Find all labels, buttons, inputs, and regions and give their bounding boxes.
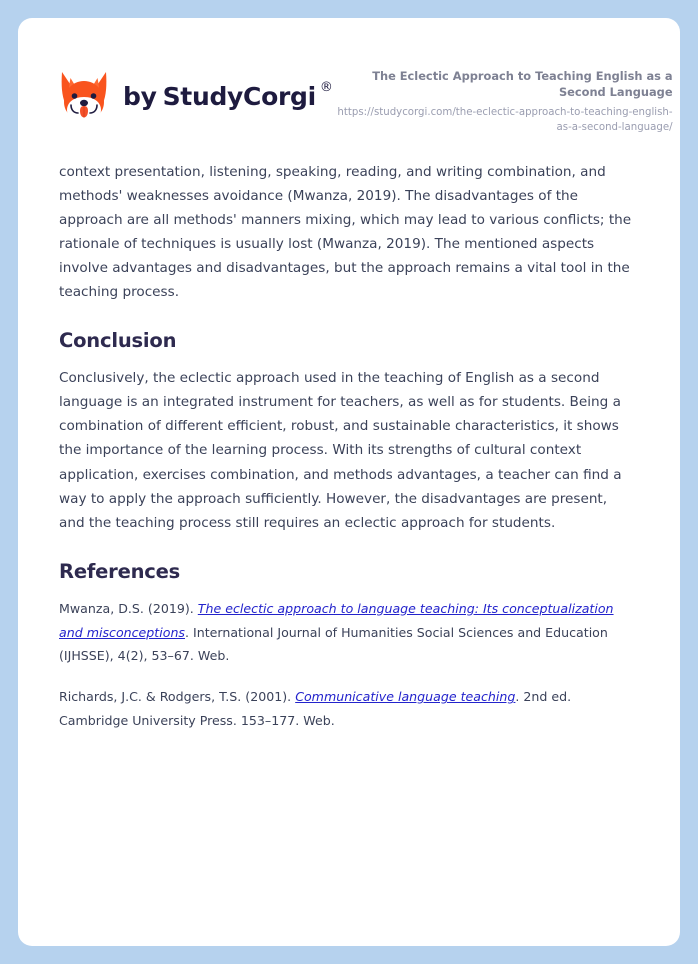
reference-link[interactable]: Communicative language teaching xyxy=(295,689,516,705)
references-heading: References xyxy=(59,559,181,583)
reference-prefix: Mwanza, D.S. (2019). xyxy=(59,600,198,616)
document-page-card xyxy=(18,18,680,946)
conclusion-paragraph: Conclusively, the eclectic approach used in the teaching of English as a second language is an integrated instrument for teachers, as well as for students. Being a combination of different efficient, robust, and sustainable characteristics, it shows the importance of the learning process. With its strengths of cultural context application, exercises combination, and methods advantages, a teacher can find a way to apply the approach sufficiently. However, the disadvantages are present, and the teaching process still requires an eclectic approach for students. xyxy=(59,370,622,531)
corgi-face-icon xyxy=(59,70,109,122)
reference-link[interactable]: The eclectic approach to language teaching: Its conceptualization and misconceptions xyxy=(59,600,614,640)
conclusion-heading: Conclusion xyxy=(59,329,177,353)
reference-suffix: . International Journal of Humanities Social Sciences and Education (IJHSSE), 4(2), 53–67. Web. xyxy=(59,624,608,664)
document-title: The Eclectic Approach to Teaching English as a Second Language xyxy=(372,69,673,99)
brand-prefix: by xyxy=(123,81,157,111)
studycorgi-brand[interactable] xyxy=(59,62,333,122)
document-url[interactable]: https://studycorgi.com/the-eclectic-approach-to-teaching-english-as-a-second-language/ xyxy=(337,107,673,133)
brand-name: StudyCorgi xyxy=(162,81,316,111)
registered-trademark-icon: ® xyxy=(319,79,333,95)
document-meta xyxy=(333,62,673,135)
brand-wordmark xyxy=(123,79,333,111)
intro-paragraph: context presentation, listening, speaking, reading, and writing combination, and methods' weaknesses avoidance (Mwanza, 2019). The disadvantages of the approach are all methods' manners mixing, which may lead to various conflicts; the rationale of techniques is usually lost (Mwanza, 2019). The mentioned aspects involve advantages and disadvantages, but the approach remains a vital tool in the teaching process. xyxy=(59,164,632,301)
document-header xyxy=(18,18,680,135)
document-content xyxy=(18,135,680,733)
reference-suffix: . 2nd ed. Cambridge University Press. 153–177. Web. xyxy=(59,689,572,729)
reference-entry xyxy=(59,685,636,733)
reference-entry xyxy=(59,597,636,669)
reference-prefix: Richards, J.C. & Rodgers, T.S. (2001). xyxy=(59,689,296,705)
